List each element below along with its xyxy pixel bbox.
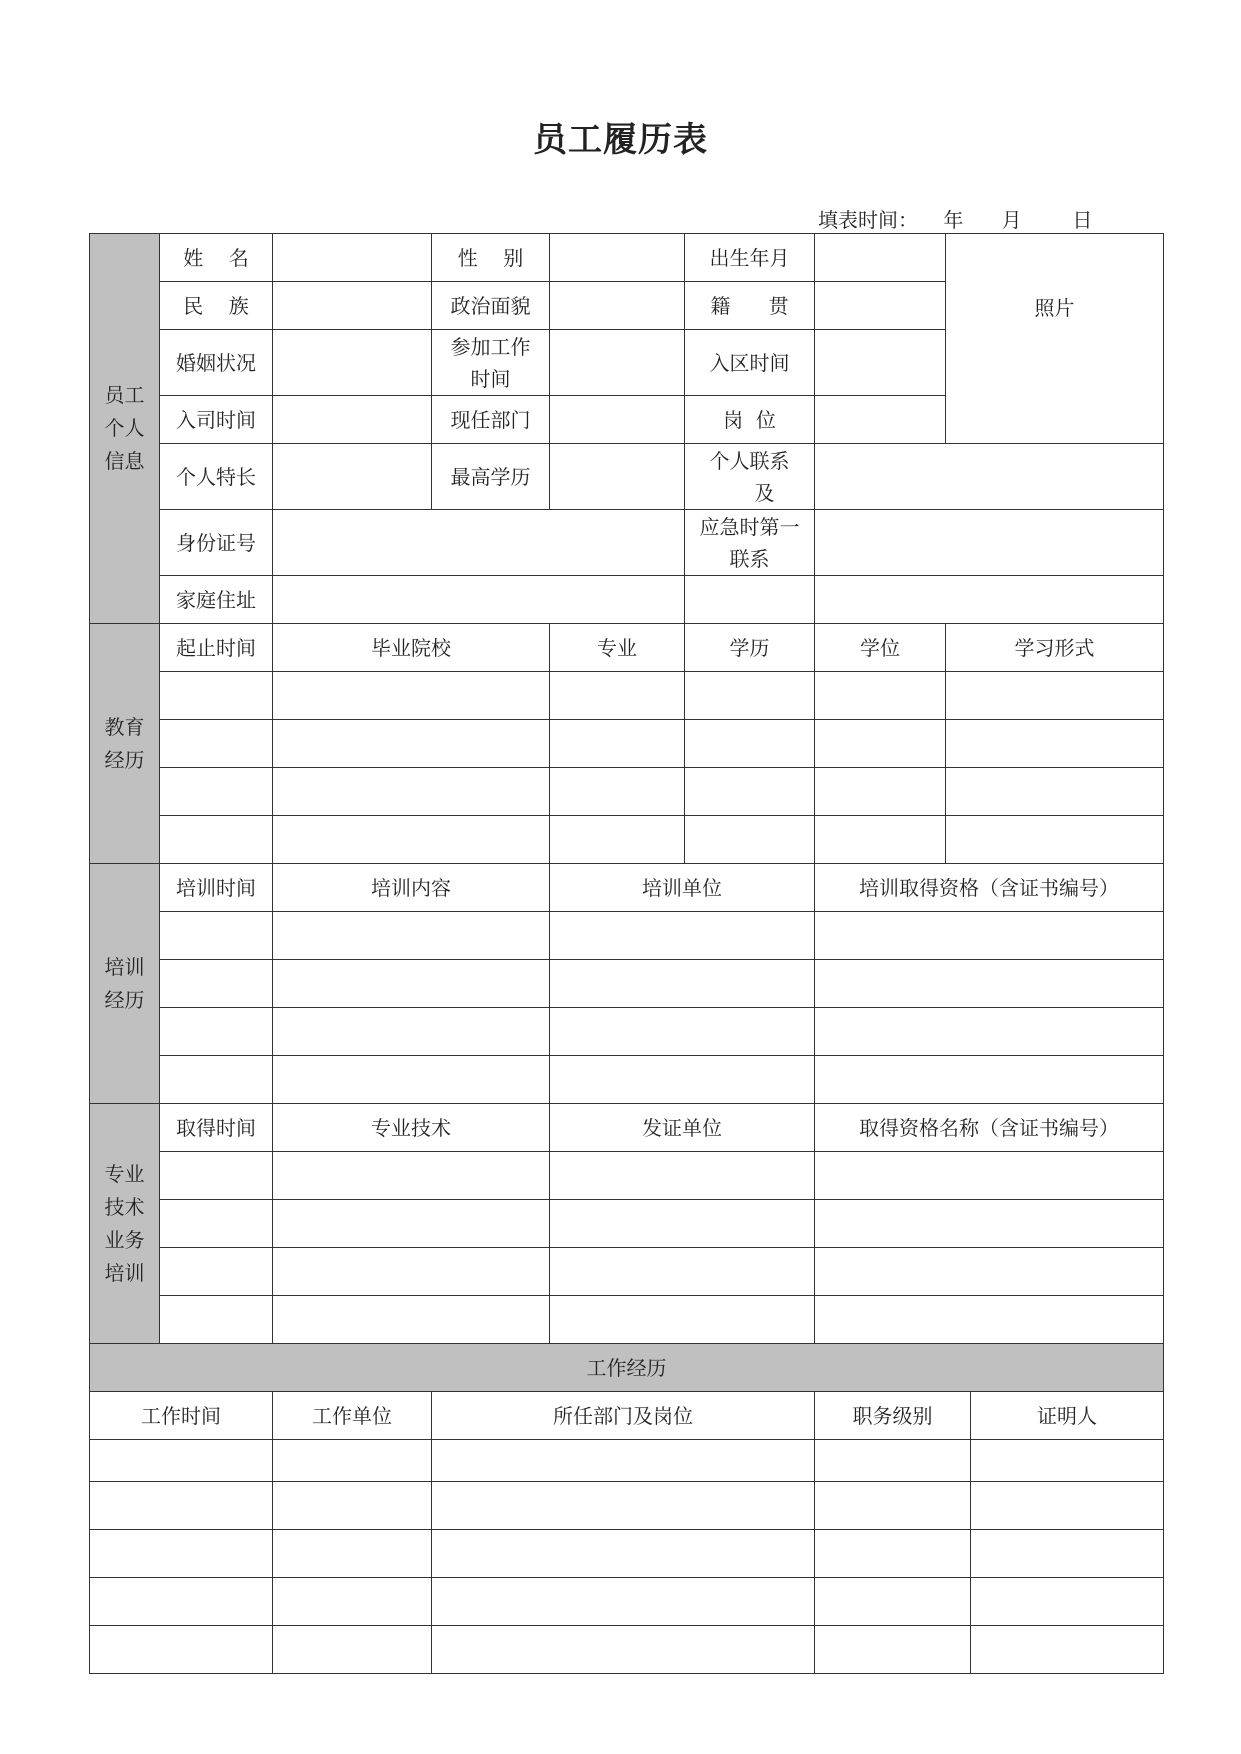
political-field[interactable] bbox=[550, 282, 685, 330]
specialty-field[interactable] bbox=[273, 444, 432, 510]
train-header-unit: 培训单位 bbox=[550, 864, 815, 912]
address-field-2[interactable] bbox=[815, 576, 1164, 624]
join-work-label: 参加工作 时间 bbox=[432, 330, 550, 396]
contact-field[interactable] bbox=[815, 444, 1164, 510]
join-company-field[interactable] bbox=[273, 396, 432, 444]
work-section-title: 工作经历 bbox=[90, 1344, 1164, 1392]
native-label: 籍 贯 bbox=[685, 282, 815, 330]
work-header-unit: 工作单位 bbox=[273, 1392, 432, 1440]
join-work-field[interactable] bbox=[550, 330, 685, 396]
specialty-label: 个人特长 bbox=[160, 444, 273, 510]
table-row bbox=[90, 720, 1164, 768]
table-row bbox=[90, 1056, 1164, 1104]
table-row bbox=[90, 816, 1164, 864]
name-field[interactable] bbox=[273, 234, 432, 282]
table-row bbox=[90, 768, 1164, 816]
birth-label: 出生年月 bbox=[685, 234, 815, 282]
emergency-label: 应急时第一 联系 bbox=[685, 510, 815, 576]
emergency-field[interactable] bbox=[815, 510, 1164, 576]
prof-header-skill: 专业技术 bbox=[273, 1104, 550, 1152]
table-row bbox=[90, 672, 1164, 720]
table-row bbox=[90, 1008, 1164, 1056]
political-label: 政治面貌 bbox=[432, 282, 550, 330]
contact-label: 个人联系 及 bbox=[685, 444, 815, 510]
edu-header-level: 学历 bbox=[685, 624, 815, 672]
section-education-label: 教育 经历 bbox=[90, 624, 160, 864]
table-row bbox=[90, 1482, 1164, 1530]
section-professional-label: 专业 技术 业务 培训 bbox=[90, 1104, 160, 1344]
edu-header-mode: 学习形式 bbox=[946, 624, 1164, 672]
gender-field[interactable] bbox=[550, 234, 685, 282]
prof-header-time: 取得时间 bbox=[160, 1104, 273, 1152]
work-header-level: 职务级别 bbox=[815, 1392, 971, 1440]
join-company-label: 入司时间 bbox=[160, 396, 273, 444]
table-row bbox=[90, 1440, 1164, 1482]
address-extra-cell[interactable] bbox=[685, 576, 815, 624]
train-header-time: 培训时间 bbox=[160, 864, 273, 912]
post-label: 岗 位 bbox=[685, 396, 815, 444]
edu-header-degree: 学位 bbox=[815, 624, 946, 672]
enter-district-label: 入区时间 bbox=[685, 330, 815, 396]
table-row bbox=[90, 1578, 1164, 1626]
section-training-label: 培训 经历 bbox=[90, 864, 160, 1104]
section-personal-label: 员工 个人 信息 bbox=[90, 234, 160, 624]
prof-header-cert: 取得资格名称（含证书编号） bbox=[815, 1104, 1164, 1152]
train-header-cert: 培训取得资格（含证书编号） bbox=[815, 864, 1164, 912]
marital-field[interactable] bbox=[273, 330, 432, 396]
work-header-dept: 所任部门及岗位 bbox=[432, 1392, 815, 1440]
address-field[interactable] bbox=[273, 576, 685, 624]
post-field[interactable] bbox=[815, 396, 946, 444]
prof-header-issuer: 发证单位 bbox=[550, 1104, 815, 1152]
education-level-field[interactable] bbox=[550, 444, 685, 510]
table-row bbox=[90, 1152, 1164, 1200]
table-row bbox=[90, 1248, 1164, 1296]
table-row bbox=[90, 960, 1164, 1008]
enter-district-field[interactable] bbox=[815, 330, 946, 396]
photo-box[interactable] bbox=[946, 234, 1164, 444]
department-label: 现任部门 bbox=[432, 396, 550, 444]
table-row bbox=[90, 1200, 1164, 1248]
table-row bbox=[90, 912, 1164, 960]
marital-label: 婚姻状况 bbox=[160, 330, 273, 396]
department-field[interactable] bbox=[550, 396, 685, 444]
edu-header-major: 专业 bbox=[550, 624, 685, 672]
table-row bbox=[90, 1530, 1164, 1578]
edu-header-school: 毕业院校 bbox=[273, 624, 550, 672]
id-no-label: 身份证号 bbox=[160, 510, 273, 576]
fill-date-label: 填表时间： 年 月 日 bbox=[818, 208, 1093, 232]
train-header-content: 培训内容 bbox=[273, 864, 550, 912]
table-row bbox=[90, 1626, 1164, 1674]
page-title: 员工履历表 bbox=[533, 120, 708, 160]
education-level-label: 最高学历 bbox=[432, 444, 550, 510]
work-header-reference: 证明人 bbox=[971, 1392, 1164, 1440]
resume-form bbox=[89, 233, 1164, 1674]
photo-label: 照片 bbox=[1034, 296, 1075, 320]
id-no-field[interactable] bbox=[273, 510, 685, 576]
edu-header-period: 起止时间 bbox=[160, 624, 273, 672]
table-row bbox=[90, 1296, 1164, 1344]
work-header-time: 工作时间 bbox=[90, 1392, 273, 1440]
gender-label: 性 别 bbox=[432, 234, 550, 282]
address-label: 家庭住址 bbox=[160, 576, 273, 624]
birth-field[interactable] bbox=[815, 234, 946, 282]
ethnicity-field[interactable] bbox=[273, 282, 432, 330]
name-label: 姓 名 bbox=[160, 234, 273, 282]
native-field[interactable] bbox=[815, 282, 946, 330]
ethnicity-label: 民 族 bbox=[160, 282, 273, 330]
